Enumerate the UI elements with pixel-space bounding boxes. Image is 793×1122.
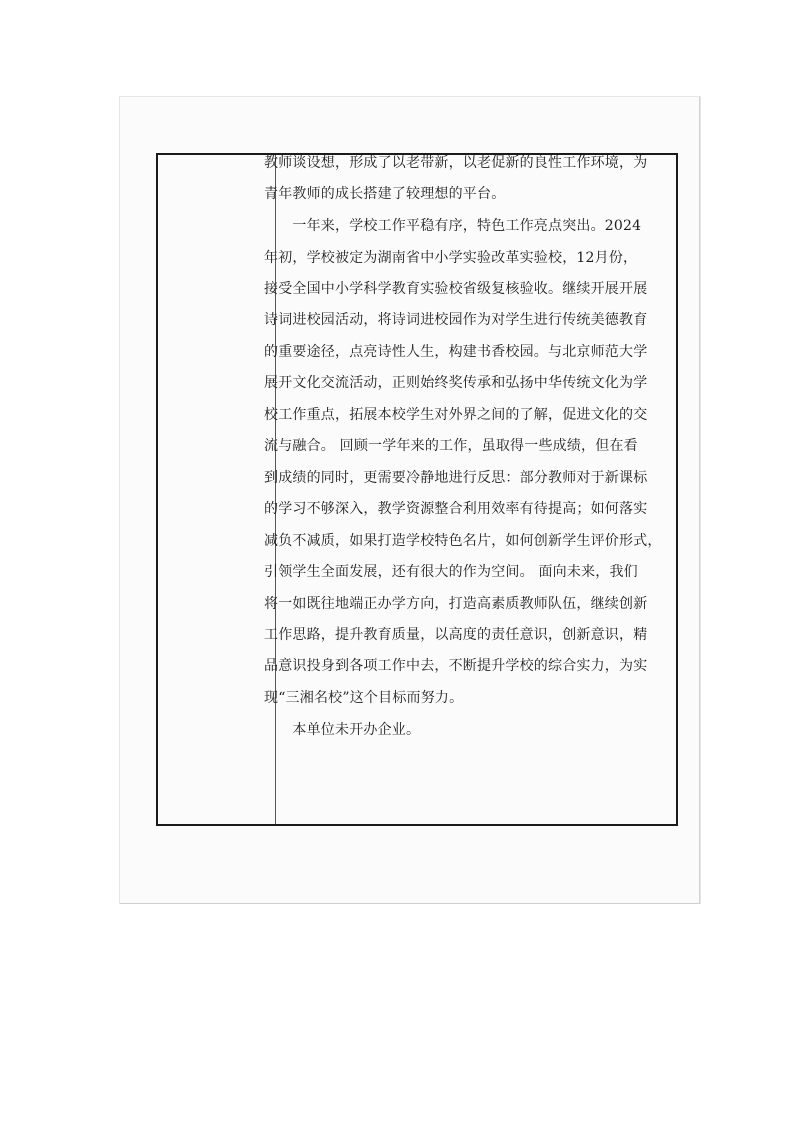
page-bottom-edge <box>120 903 700 904</box>
text-line: 展开文化交流活动，正则始终奖传承和弘扬中华传统文化为学 <box>264 375 648 391</box>
text-line: 品意识投身到各项工作中去，不断提升学校的综合实力，为实 <box>264 658 648 674</box>
text-line: 教师谈设想，形成了以老带新，以老促新的良性工作环境，为 <box>264 155 648 171</box>
label-column <box>158 155 275 824</box>
text-line: 校工作重点，拓展本校学生对外界之间的了解，促进文化的交 <box>264 407 648 423</box>
text-line: 的学习不够深入，教学资源整合利用效率有待提高；如何落实 <box>264 501 648 517</box>
text-line: 青年教师的成长搭建了较理想的平台。 <box>264 186 506 202</box>
text-line: 诗词进校园活动，将诗词进校园作为对学生进行传统美德教育 <box>264 312 648 328</box>
text-line: 工作思路，提升教育质量，以高度的责任意识，创新意识，精 <box>264 627 648 643</box>
text-line: 流与融合。 回顾一学年来的工作，虽取得一些成绩，但在看 <box>264 438 638 454</box>
text-line: 接受全国中小学科学教育实验校省级复核验收。继续开展开展 <box>264 281 648 297</box>
text-line: 将一如既往地端正办学方向，打造高素质教师队伍，继续创新 <box>264 596 648 612</box>
text-line: 引领学生全面发展，还有很大的作为空间。 面向未来，我们 <box>264 564 638 580</box>
text-line: 减负不减质，如果打造学校特色名片，如何创新学生评价形式， <box>264 533 662 549</box>
text-line: 一年来，学校工作平稳有序，特色工作亮点突出。2024 <box>264 218 642 234</box>
text-line: 年初，学校被定为湖南省中小学实验改革实验校，12月份， <box>264 250 638 266</box>
page-edge <box>699 97 700 903</box>
text-line: 的重要途径，点亮诗性人生，构建书香校园。与北京师范大学 <box>264 344 648 360</box>
text-line: 现“三湘名校”这个目标而努力。 <box>264 690 464 706</box>
text-line: 到成绩的同时，更需要冷静地进行反思：部分教师对于新课标 <box>264 470 648 486</box>
text-line: 本单位未开办企业。 <box>264 722 421 738</box>
